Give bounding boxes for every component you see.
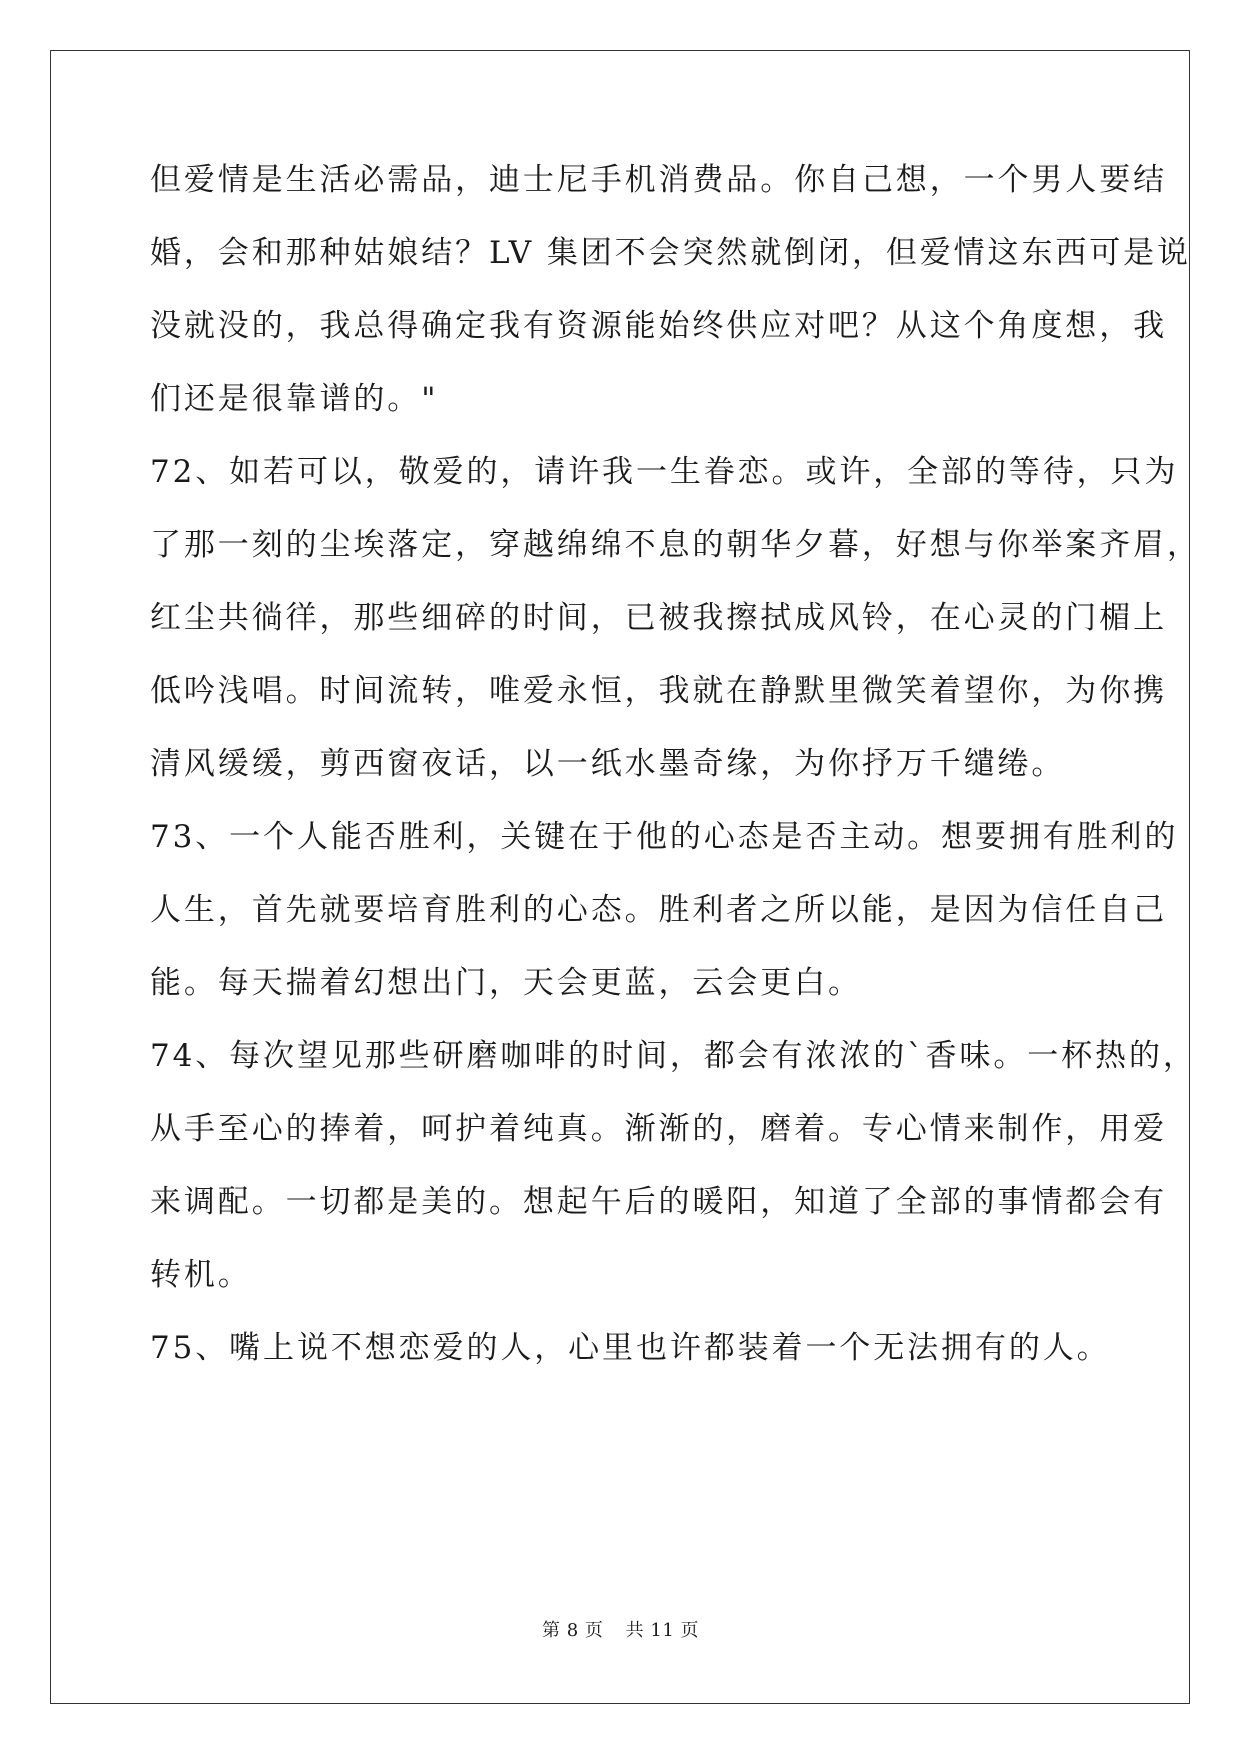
text-line: 人生，首先就要培育胜利的心态。胜利者之所以能，是因为信任自己	[150, 892, 1167, 928]
text-line: 从手至心的捧着，呵护着纯真。渐渐的，磨着。专心情来制作，用爱	[150, 1111, 1167, 1147]
page-border	[50, 50, 1190, 1704]
text-line: 73、一个人能否胜利，关键在于他的心态是否主动。想要拥有胜利的	[150, 819, 1179, 855]
text-line: 能。每天揣着幻想出门，天会更蓝，云会更白。	[150, 965, 862, 1001]
page-number: 第 8 页	[542, 1620, 604, 1641]
text-line: 们还是很靠谱的。"	[150, 381, 439, 417]
text-line: 72、如若可以，敬爱的，请许我一生眷恋。或许，全部的等待，只为	[150, 454, 1179, 490]
text-line: 婚，会和那种姑娘结？LV 集团不会突然就倒闭，但爱情这东西可是说	[150, 235, 1191, 271]
page-total: 共 11 页	[625, 1620, 699, 1641]
text-line: 清风缓缓，剪西窗夜话，以一纸水墨奇缘，为你抒万千缱绻。	[150, 746, 1066, 782]
text-line: 低吟浅唱。时间流转，唯爱永恒，我就在静默里微笑着望你，为你携	[150, 673, 1167, 709]
text-line: 74、每次望见那些研磨咖啡的时间，都会有浓浓的`香味。一杯热的，	[150, 1038, 1197, 1074]
text-line: 了那一刻的尘埃落定，穿越绵绵不息的朝华夕暮，好想与你举案齐眉，	[150, 527, 1201, 563]
text-line: 但爱情是生活必需品，迪士尼手机消费品。你自己想，一个男人要结	[150, 162, 1167, 198]
text-line: 来调配。一切都是美的。想起午后的暖阳，知道了全部的事情都会有	[150, 1184, 1167, 1220]
text-line: 75、嘴上说不想恋爱的人，心里也许都装着一个无法拥有的人。	[150, 1330, 1111, 1366]
page-footer	[0, 1616, 1241, 1642]
text-line: 没就没的，我总得确定我有资源能始终供应对吧？从这个角度想，我	[150, 308, 1167, 344]
text-line: 转机。	[150, 1257, 252, 1293]
text-line: 红尘共徜徉，那些细碎的时间，已被我擦拭成风铃，在心灵的门楣上	[150, 600, 1167, 636]
